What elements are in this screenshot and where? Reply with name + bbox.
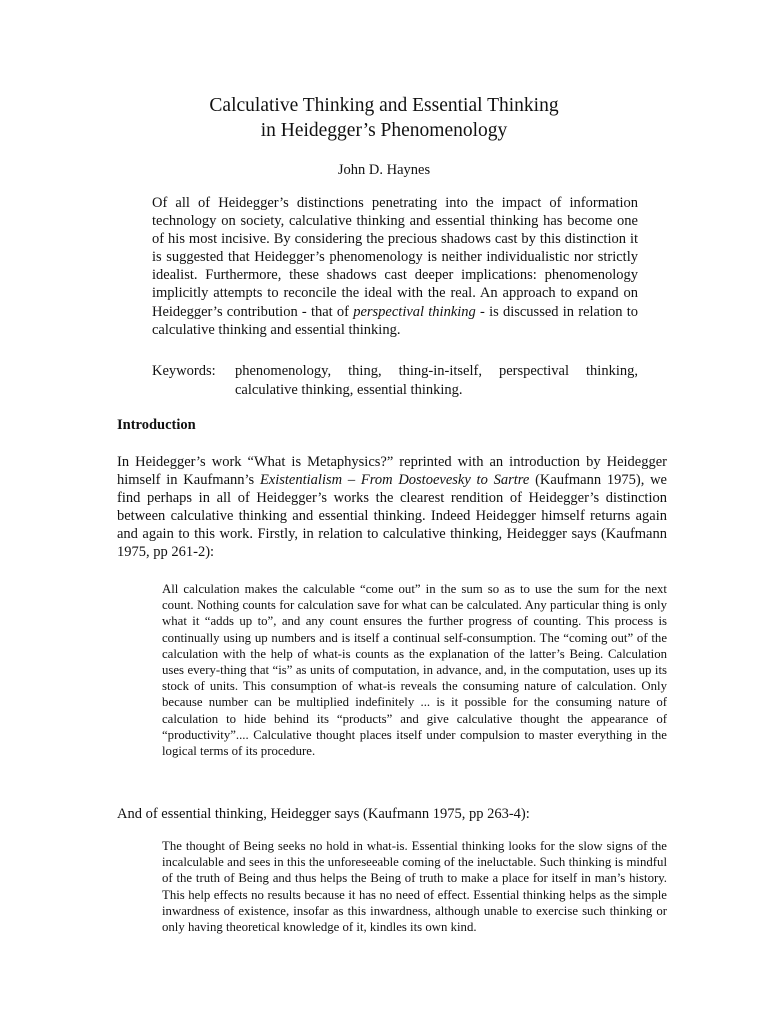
- block-quote-calculative: All calculation makes the calculable “come out” in the sum so as to use the sum for the next count. Nothing counts for calculation save for what can be calculated. Any particular thing is only what it “adds up to”, and any count ensures the further progress of counting. This process is continually using up numbers and is itself a continual self-consumption. The “coming out” of the calculation with the help of what-is counts as the explanation of the latter’s Being. Calculation uses every-thing that “is” as units of computation, in advance, and, in the computation, uses up its stock of units. This consumption of what-is reveals the consuming nature of calculation. Only because number can be multiplied indefinitely ... is it possible for the consuming nature of calculation to hide behind its “products” and give calculative thought the appearance of “productivity”.... Calculative thought places itself under compulsion to master everything in the logical terms of its procedure.: [162, 582, 667, 759]
- keywords-list: phenomenology, thing, thing-in-itself, perspectival thinking, calculative thinking, essential thinking.: [235, 363, 638, 398]
- intro-paragraph-1-part-1: In Heidegger’s work “What is Metaphysics?” reprinted with an introduction by Heidegger himself in Kaufmann’s: [117, 454, 667, 488]
- intro-paragraph-2: And of essential thinking, Heidegger says (Kaufmann 1975, pp 263-4):: [117, 806, 530, 822]
- section-heading-introduction: Introduction: [117, 417, 196, 433]
- intro-paragraph-1-emphasis: Existentialism – From Dostoevesky to Sartre: [259, 472, 530, 488]
- abstract-text-part-2: - is discussed in relation to calculative thinking and essential thinking.: [152, 303, 639, 338]
- author-name: John D. Haynes: [337, 162, 431, 178]
- keywords: [152, 362, 638, 399]
- paper-title: [0, 93, 768, 143]
- abstract: [152, 194, 638, 339]
- title-line-2: in Heidegger’s Phenomenology: [260, 120, 508, 141]
- intro-paragraph-1: [117, 453, 667, 561]
- intro-paragraph-1-part-2: (Kaufmann 1975), we find perhaps in all of Heidegger’s works the clearest rendition of Heidegger’s distinction between calculative thinking and essential thinking. Indeed Heidegger himself returns again and again to this work. Firstly, in relation to calculative thinking, Heidegger says (Kaufmann 1975, pp 261-2):: [117, 472, 667, 560]
- title-line-1: Calculative Thinking and Essential Thinking: [209, 95, 559, 116]
- block-quote-essential: The thought of Being seeks no hold in what-is. Essential thinking looks for the slow signs of the incalculable and sees in this the unforeseeable coming of the ineluctable. Such thinking is mindful of the truth of Being and thus helps the Being of truth to make a place for itself in man’s history. This help effects no results because it has no need of effect. Essential thinking helps as the simple inwardness of existence, insofar as this inwardness, although unable to exercise such thinking or only having theoretical knowledge of it, kindles its own kind.: [162, 839, 667, 935]
- keywords-label: Keywords:: [152, 363, 216, 379]
- abstract-text-part-1: Of all of Heidegger’s distinctions penetrating into the impact of information technology on society, calculative thinking and essential thinking has become one of his most incisive. By considering the precious shadows cast by this distinction it is suggested that Heidegger’s phenomenology is neither individualistic nor strictly idealist. Furthermore, these shadows cast deeper implications: phenomenology implicitly attempts to reconcile the ideal with the real. An approach to expand on Heidegger’s contribution - that of: [152, 195, 638, 320]
- abstract-emphasis: perspectival thinking: [353, 303, 476, 320]
